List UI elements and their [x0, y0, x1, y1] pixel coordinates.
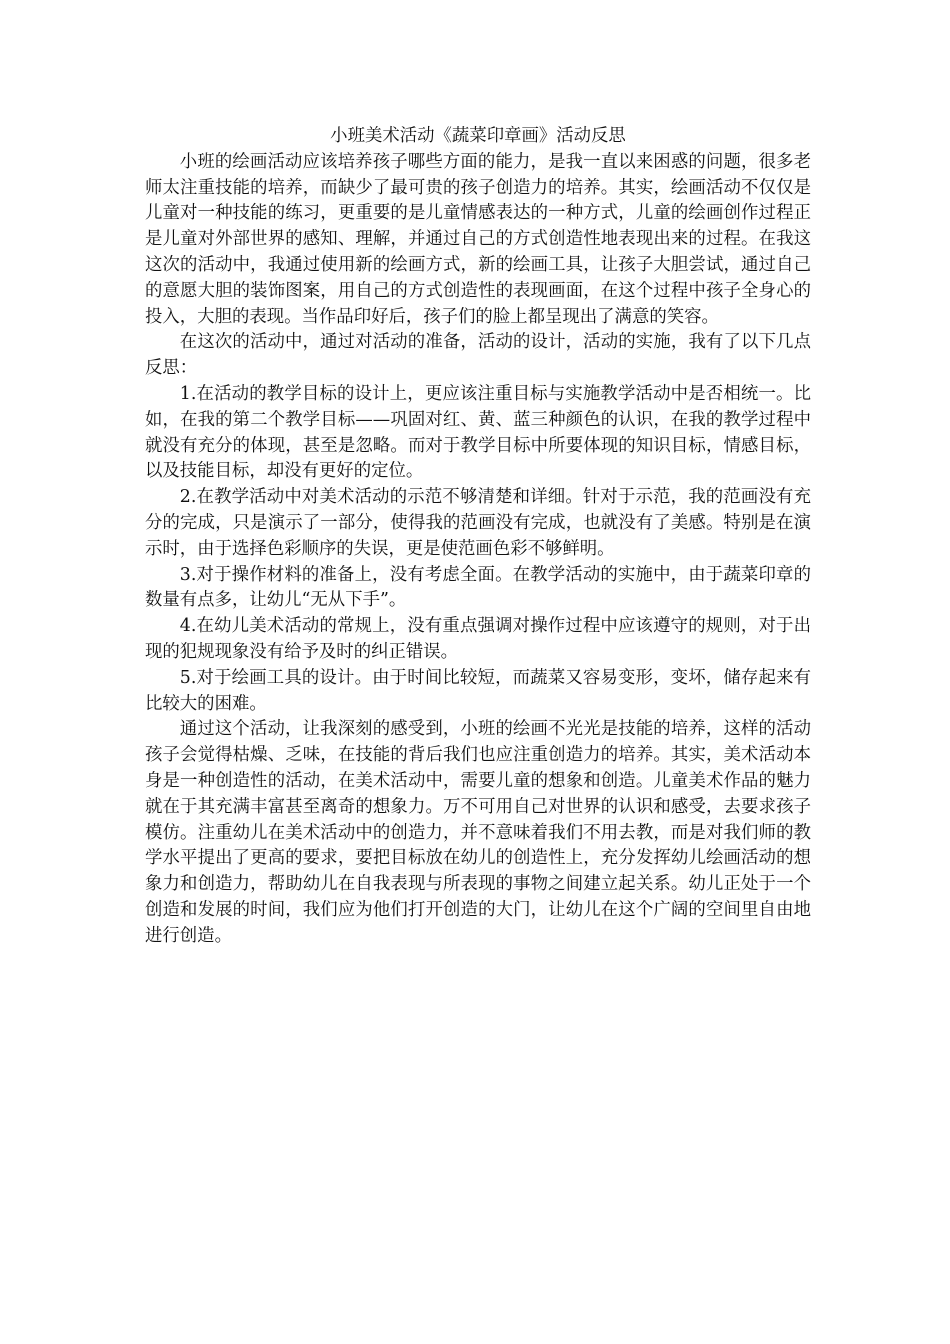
paragraph-point-4: 4.在幼儿美术活动的常规上，没有重点强调对操作过程中应该遵守的规则，对于出现的犯规现象没有给予及时的纠正错误。	[145, 616, 811, 662]
paragraph-conclusion: 通过这个活动，让我深刻的感受到，小班的绘画不光光是技能的培养，这样的活动孩子会觉得枯燥、乏味，在技能的背后我们也应注重创造力的培养。其实，美术活动本身是一种创造性的活动，在美术活动中，需要儿童的想象和创造。儿童美术作品的魅力就在于其充满丰富甚至离奇的想象力。万不可用自己对世界的认识和感受，去要求孩子模仿。注重幼儿在美术活动中的创造力，并不意味着我们不用去教，而是对我们师的教学水平提出了更高的要求，要把目标放在幼儿的创造性上，充分发挥幼儿绘画活动的想象力和创造力，帮助幼儿在自我表现与所表现的事物之间建立起关系。幼儿正处于一个创造和发展的时间，我们应为他们打开创造的大门，让幼儿在这个广阔的空间里自由地进行创造。	[145, 719, 811, 946]
paragraph-intro: 小班的绘画活动应该培养孩子哪些方面的能力，是我一直以来困惑的问题，很多老师太注重技能的培养，而缺少了最可贵的孩子创造力的培养。其实，绘画活动不仅仅是儿童对一种技能的练习，更重要的是儿童情感表达的一种方式，儿童的绘画创作过程正是儿童对外部世界的感知、理解，并通过自己的方式创造性地表现出来的过程。在我这这次的活动中，我通过使用新的绘画方式，新的绘画工具，让孩子大胆尝试，通过自己的意愿大胆的装饰图案，用自己的方式创造性的表现画面，在这个过程中孩子全身心的投入，大胆的表现。当作品印好后，孩子们的脸上都呈现出了满意的笑容。	[145, 151, 811, 327]
paragraph-point-2: 2.在教学活动中对美术活动的示范不够清楚和详细。针对于示范，我的范画没有充分的完成，只是演示了一部分，使得我的范画没有完成，也就没有了美感。特别是在演示时，由于选择色彩顺序的失误，更是使范画色彩不够鲜明。	[145, 487, 811, 559]
paragraph-point-5: 5.对于绘画工具的设计。由于时间比较短，而蔬菜又容易变形，变坏，储存起来有比较大的困难。	[145, 667, 811, 714]
document-page	[145, 124, 811, 950]
document-title: 小班美术活动《蔬菜印章画》活动反思	[330, 126, 626, 146]
paragraph-point-3: 3.对于操作材料的准备上，没有考虑全面。在教学活动的实施中，由于蔬菜印章的数量有点多，让幼儿“无从下手”。	[145, 564, 811, 611]
paragraph-point-1: 1.在活动的教学目标的设计上，更应该注重目标与实施教学活动中是否相统一。比如，在我的第二个教学目标——巩固对红、黄、蓝三种颜色的认识，在我的教学过程中就没有充分的体现，甚至是忽略。而对于教学目标中所要体现的知识目标，情感目标，以及技能目标，却没有更好的定位。	[145, 383, 811, 482]
paragraph-reflection-lead: 在这次的活动中，通过对活动的准备，活动的设计，活动的实施，我有了以下几点反思：	[145, 332, 811, 379]
